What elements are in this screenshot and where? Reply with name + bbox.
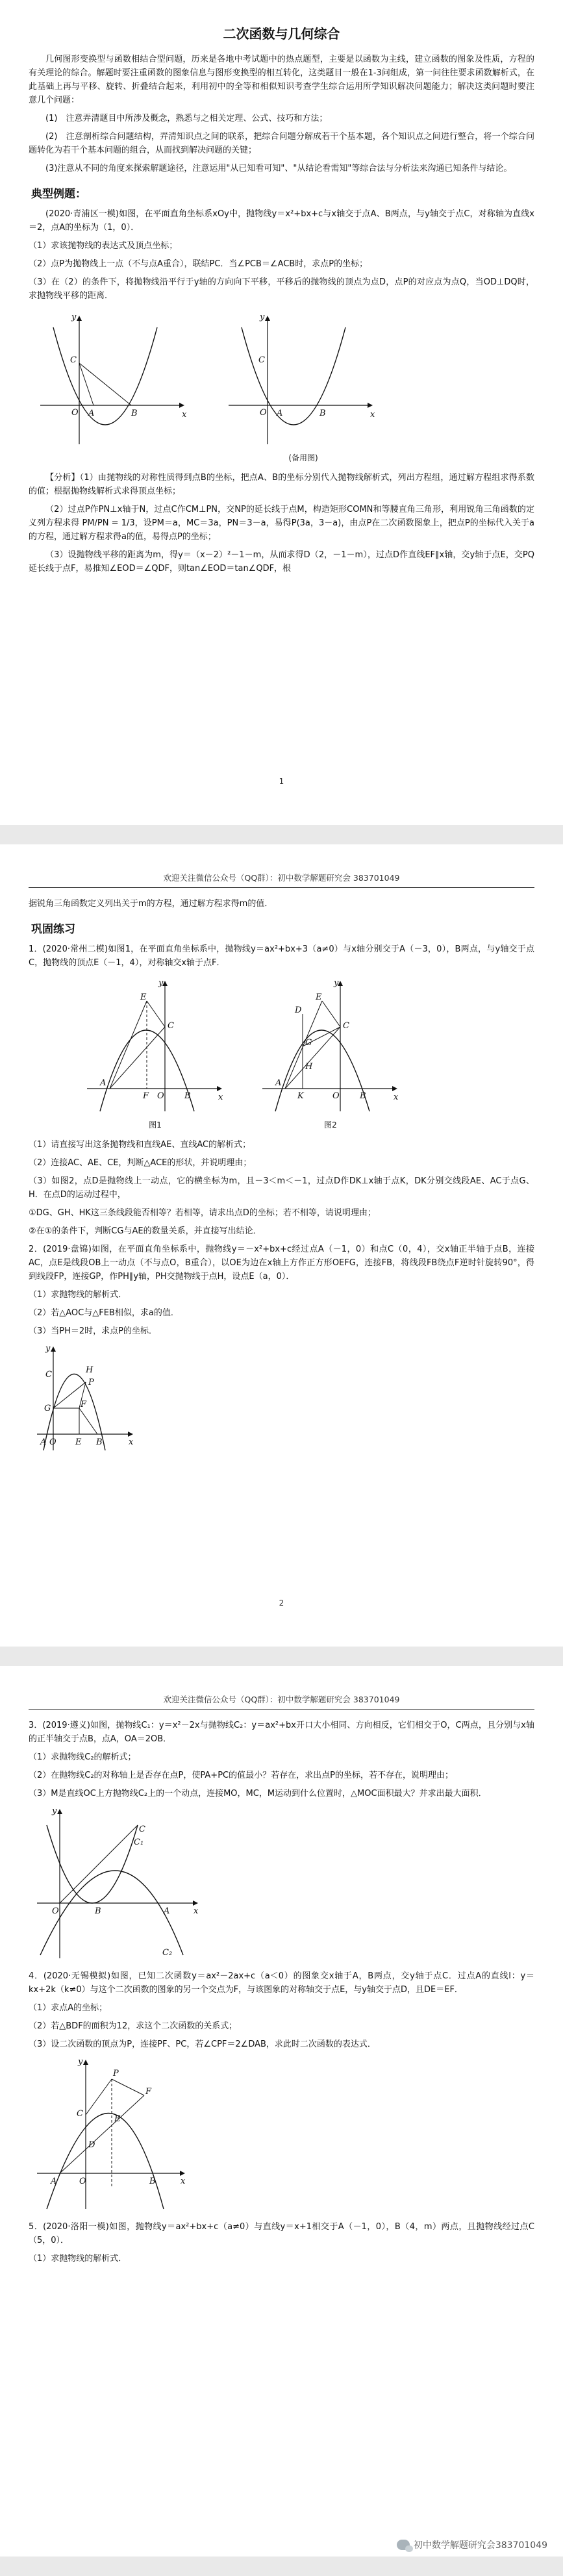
svg-text:O: O [79,2177,86,2186]
svg-text:y: y [334,978,339,988]
wechat-icon [397,2540,410,2550]
problem-2-parabola [34,1343,138,1454]
practice-heading: 巩固练习 [31,923,75,936]
page-header: 欢迎关注微信公众号（QQ群）：初中数学解题研究会 383701049 [29,844,534,888]
page-number-2: 2 [279,1598,284,1608]
svg-text:C: C [139,1825,145,1834]
svg-text:x: x [194,1906,199,1916]
page-gap [0,1647,563,1666]
problem-1-parabola-fig1 [81,975,230,1118]
problem-3-q3: （3）M是直线OC上方抛物线C₂上的一个动点，连接MO，MC，M运动到什么位置时，△MOC面积最大？并求出最大面积． [29,1789,487,1799]
page-1 [0,0,563,825]
problem-3-stem: 3．(2019·遵义)如图，抛物线C₁：y＝x²－2x与抛物线C₂：y＝ax²+bx开口大小相同、方向相反，它们相交于O，C两点，且分别与x轴的正半轴交于点B，点A，OA＝2OB． [29,1721,534,1744]
problem-1-q1: （1）请直接写出这条抛物线和直线AE、直线AC的解析式； [29,1140,251,1150]
page-title: 二次函数与几何综合 [223,26,340,42]
svg-text:y: y [260,312,265,322]
problem-4-figure [34,2056,534,2212]
svg-text:C: C [258,355,265,365]
svg-text:D: D [88,2140,95,2150]
svg-text:F: F [81,1400,87,1409]
analysis-3: （3）设抛物线平移的距离为m，得y＝（x－2）²－1－m，从而求得D（2，－1－m），过点D作直线EF∥x轴，交y轴于点E，交PQ延长线于点F，易推知∠EOD＝∠QDF，则tan∠EOD＝tan∠QDF，根 [29,550,534,574]
svg-text:O: O [332,1091,340,1101]
parabola-figure-2 [222,308,384,451]
svg-text:H: H [305,1062,313,1072]
svg-text:F: F [145,2087,152,2097]
problem-1-figures [81,975,534,1130]
svg-text:E: E [114,2114,121,2124]
intro-paragraph: 几何图形变换型与函数相结合型问题，历来是各地中考试题中的热点题型，主要是以函数为主线，建立函数的图象及性质，方程的有关理论的综合。解题时要注重函数的图象信息与图形变换型的相互转化，这类题目一般在1-3问组成，第一问往往要求函数解析式，在此基础上再与平移、旋转、折叠结合起来，利用初中的全等和相似知识考查学生综合运用所学知识解决问题能力；解决这类问题时要注意几个问题： [29,55,534,105]
svg-text:x: x [370,410,375,420]
problem-1-figure-1 [81,975,230,1130]
svg-text:B: B [131,409,138,418]
example-heading: 典型例题： [31,188,86,201]
svg-text:A: A [100,1078,106,1088]
page-number-1: 1 [279,777,284,786]
svg-text:x: x [182,410,187,420]
problem-4-q3: （3）设二次函数的顶点为P，连接PF、PC，若∠CPF＝2∠DAB，求此时二次函数的表达式． [29,2039,376,2049]
figure-2-caption: 图2 [324,1120,337,1130]
problem-5-stem: 5．(2020·洛阳一模)如图，抛物线y＝ax²+bx+c（a≠0）与直线y＝x+1相交于A（－1，0），B（4，m）两点，且抛物线经过点C（5，0）． [29,2222,534,2245]
example-figures [34,308,534,463]
svg-text:G: G [44,1404,51,1413]
problem-2-figure [34,1343,534,1454]
analysis-1: 【分析】（1）由抛物线的对称性质得到点B的坐标，把点A、B的坐标分别代入抛物线解析式，列出方程组，通过解方程组求得系数的值；根据抛物线解析式求得顶点坐标； [29,473,534,496]
problem-1-parabola-fig2 [256,975,405,1118]
example-q2: （2）点P为抛物线上一点（不与点A重合），联结PC．当∠PCB＝∠ACB时，求点P的坐标； [29,259,368,269]
svg-text:O: O [52,1906,59,1916]
intro-point-2: (2) 注意剖析综合问题结构，弄清知识点之间的联系，把综合问题分解成若干个基本题，各个知识点之间进行整合，将一个综合问题转化为若干个基本问题的组合，从而找到解决问题的关键； [29,132,534,155]
problem-3-figure [34,1806,534,1962]
problem-4-q2: （2）若△BDF的面积为12，求这个二次函数的关系式； [29,2021,238,2031]
footer-watermark [397,2538,547,2551]
svg-text:O: O [260,408,267,418]
problem-3-q2: （2）在抛物线C₂的对称轴上是否存在点P，使PA+PC的值最小？若存在，求出点P的坐标，若不存在，说明理由； [29,1771,453,1780]
example-q1: （1）求该抛物线的表达式及顶点坐标； [29,241,178,251]
problem-2-q2: （2）若△AOC与△FEB相似，求a的值． [29,1308,179,1318]
svg-text:C: C [45,1370,52,1380]
problem-5-q1: （1）求抛物线的解析式． [29,2254,127,2264]
svg-text:E: E [75,1437,82,1447]
svg-text:E: E [140,992,147,1002]
problem-3-q1: （1）求抛物线C₂的解析式； [29,1752,136,1762]
problem-1-q2: （2）连接AC、AE、CE，判断△ACE的形状，并说明理由； [29,1158,252,1168]
svg-text:O: O [157,1091,164,1101]
page-3 [0,1666,563,2557]
svg-text:B: B [96,1437,103,1447]
svg-text:C: C [343,1021,349,1031]
svg-text:B: B [184,1091,191,1101]
svg-text:C: C [168,1021,174,1031]
backup-figure-caption: (备用图) [288,453,318,462]
footer-watermark-text: 初中数学解题研究会383701049 [413,2540,547,2551]
problem-1-stem: 1．(2020·常州二模)如图1，在平面直角坐标系中，抛物线y＝ax²+bx+3（a≠0）与x轴分别交于A（－3，0），B两点，与y轴交于点C，抛物线的顶点E（－1，4），对称轴交x轴于点F． [29,944,534,968]
svg-text:A: A [88,409,95,418]
svg-text:y: y [52,1806,57,1816]
page-header: 欢迎关注微信公众号（QQ群）：初中数学解题研究会 383701049 [29,1666,534,1710]
svg-text:B: B [319,409,326,418]
problem-1-q3a: ①DG、GH、HK这三条线段能否相等？若相等，请求出点D的坐标；若不相等，请说明理由； [29,1208,376,1218]
analysis-3-continued: 据锐角三角函数定义列出关于m的方程，通过解方程求得m的值． [29,899,273,909]
svg-text:A: A [164,1906,170,1916]
example-figure-backup [222,308,384,463]
svg-text:P: P [88,1378,94,1387]
svg-text:C: C [70,355,77,365]
problem-2-q3: （3）当PH＝2时，求点P的坐标． [29,1326,157,1336]
problem-2-stem: 2．(2019·盘锦)如图，在平面直角坐标系中，抛物线y＝－x²+bx+c经过点A（－1，0）和点C（0，4），交x轴正半轴于点B，连接AC，点E是线段OB上一动点（不与点O，B重合），以OE为边在x轴上方作正方形OEFG，连接FB，将线段FB绕点F逆时针旋转90°，得到线段FP，连接GP，作PH∥y轴，PH交抛物线于点H，设点E（a，0）． [29,1244,534,1282]
svg-text:A: A [40,1437,47,1447]
svg-text:E: E [316,992,322,1002]
svg-text:C₂: C₂ [162,1948,173,1958]
svg-text:D: D [295,1005,302,1015]
example-stem: (2020·青浦区一模)如图，在平面直角坐标系xOy中，抛物线y＝x²+bx+c与x轴交于点A、B两点，与y轴交于点C，对称轴为直线x＝2，点A的坐标为（1，0）． [29,209,534,233]
figure-1-caption: 图1 [149,1120,162,1130]
svg-text:y: y [71,312,77,322]
parabola-figure-1 [34,308,196,451]
svg-text:y: y [45,1344,51,1354]
svg-text:G: G [305,1038,312,1048]
intro-point-3: (3)注意从不同的角度来探索解题途径，注意运用"从已知看可知"、"从结论看需知"等综合法与分析法来沟通已知条件与结论。 [45,164,512,173]
svg-text:O: O [71,408,79,418]
problem-1-figure-2 [256,975,405,1130]
svg-text:B: B [149,2177,156,2186]
problem-2-q1: （1）求抛物线的解析式． [29,1290,127,1300]
svg-text:y: y [158,978,164,988]
problem-1-q3b: ②在①的条件下，判断CG与AE的数量关系，并直接写出结论． [29,1226,262,1236]
svg-text:B: B [360,1091,366,1101]
svg-text:x: x [394,1092,399,1102]
svg-text:A: A [277,409,283,418]
svg-text:y: y [78,2057,83,2067]
svg-text:A: A [51,2177,57,2186]
svg-text:C₁: C₁ [134,1837,144,1847]
problem-4-parabola [34,2056,190,2212]
problem-1-q3: （3）如图2，点D是抛物线上一动点，它的横坐标为m，且－3＜m＜－1，过点D作DK⊥x轴于点K，DK分别交线段AE、AC于点G、H．在点D的运动过程中， [29,1176,534,1200]
svg-text:P: P [113,2069,119,2078]
intro-point-1: (1) 注意弄清题目中所涉及概念，熟悉与之相关定理、公式、技巧和方法； [45,114,328,123]
analysis-2: （2）过点P作PN⊥x轴于N，过点C作CM⊥PN，交NP的延长线于点M，构造矩形COMN和等腰直角三角形，利用锐角三角函数的定义列方程求得 PM/PN = 1/3，设PM＝a，MC＝3a，PN＝3－a，易得P(3a，3－a)，由点P在二次函数图象上，把点P的坐标代入关于a的方程，通过解方程求得a的值，易得点P的坐标； [29,505,534,542]
example-figure-main [34,308,196,463]
example-q3: （3）在（2）的条件下，将抛物线沿平行于y轴的方向向下平移，平移后的抛物线的顶点为点D，点P的对应点为点Q，当OD⊥DQ时，求抛物线平移的距离． [29,277,534,301]
svg-text:x: x [129,1437,134,1447]
page-2 [0,844,563,1647]
svg-text:x: x [181,2177,186,2186]
problem-4-q1: （1）求点A的坐标； [29,2003,108,2013]
svg-text:x: x [218,1092,223,1102]
page-gap [0,825,563,844]
svg-text:B: B [95,1906,101,1916]
svg-text:A: A [275,1078,282,1088]
problem-3-parabolas [34,1806,203,1962]
svg-text:O: O [49,1437,56,1447]
svg-text:F: F [143,1091,149,1101]
svg-text:H: H [86,1365,94,1375]
problem-4-stem: 4．(2020·无锡模拟)如图，已知二次函数y＝ax²－2ax+c（a＜0）的图象交x轴于A，B两点，交y轴于点C．过点A的直线l：y＝kx+2k（k≠0）与这个二次函数的图象的另一个交点为F，与该图象的对称轴交于点E，与y轴交于点D，且DE＝EF． [29,1971,534,1995]
svg-text:K: K [297,1091,304,1101]
svg-text:C: C [77,2109,83,2119]
